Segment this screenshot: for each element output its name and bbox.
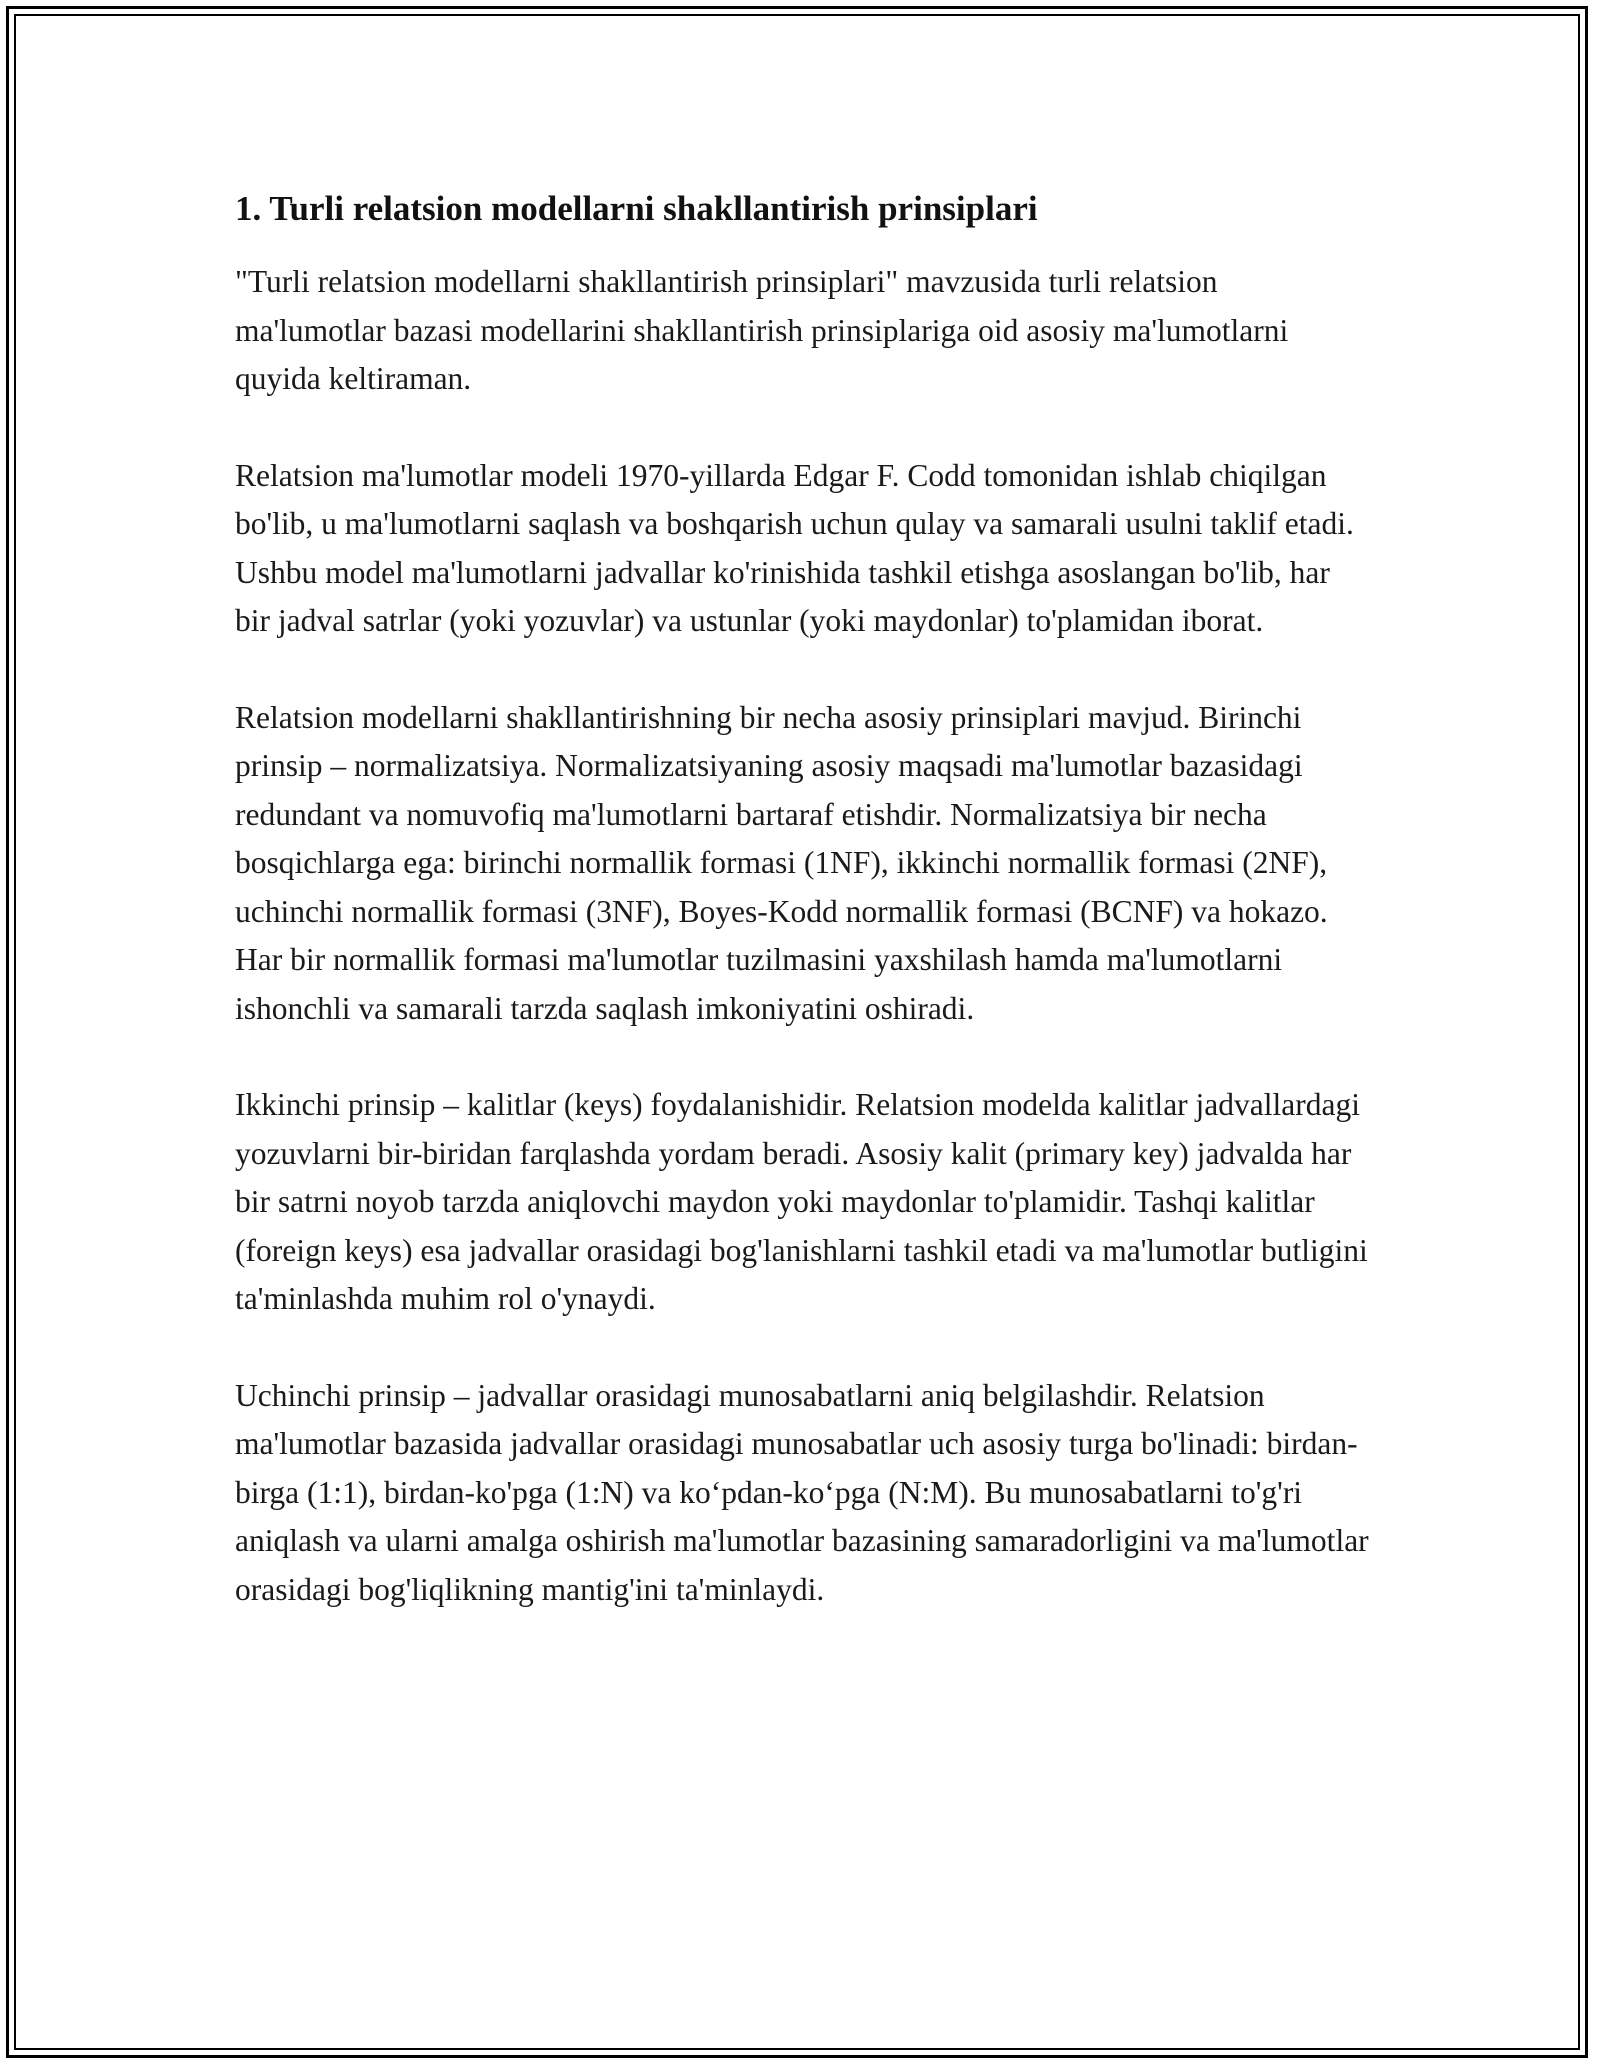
paragraph-principle-keys: Ikkinchi prinsip – kalitlar (keys) foydalanishidir. Relatsion modelda kalitlar jadvallardagi yozuvlarni bir-biridan farqlashda yordam beradi. Asosiy kalit (primary key) jadvalda har bir satrni noyob tarzda aniqlovchi maydon yoki maydonlar to'plamidir. Tashqi kalitlar (foreign keys) esa jadvallar orasidagi bog'lanishlarni tashkil etadi va ma'lumotlar butligini ta'minlashda muhim rol o'ynaydi.: [235, 1087, 1368, 1316]
paragraph-principle-relationships: Uchinchi prinsip – jadvallar orasidagi munosabatlarni aniq belgilashdir. Relatsion ma'lumotlar bazasida jadvallar orasidagi munosabatlar uch asosiy turga bo'linadi: birdan-birga (1:1), birdan-ko'pga (1:N) va ko‘pdan-ko‘pga (N:M). Bu munosabatlarni to'g'ri aniqlash va ularni amalga oshirish ma'lumotlar bazasining samaradorligini va ma'lumotlar orasidagi bog'liqlikning mantig'ini ta'minlaydi.: [235, 1377, 1369, 1607]
paragraph-intro: "Turli relatsion modellarni shakllantirish prinsiplari" mavzusida turli relatsion ma'lumotlar bazasi modellarini shakllantirish prinsiplariga oid asosiy ma'lumotlarni quyida keltiraman.: [235, 264, 1289, 396]
paragraph-principle-normalization: Relatsion modellarni shakllantirishning bir necha asosiy prinsiplari mavjud. Birinchi prinsip – normalizatsiya. Normalizatsiyaning asosiy maqsadi ma'lumotlar bazasidagi redundant va nomuvofiq ma'lumotlarni bartaraf etishdir. Normalizatsiya bir necha bosqichlarga ega: birinchi normallik formasi (1NF), ikkinchi normallik formasi (2NF), uchinchi normallik formasi (3NF), Boyes-Kodd normallik formasi (BCNF) va hokazo. Har bir normallik formasi ma'lumotlar tuzilmasini yaxshilash hamda ma'lumotlarni ishonchli va samarali tarzda saqlash imkoniyatini oshiradi.: [235, 699, 1328, 1026]
paragraph-relational-model-history: Relatsion ma'lumotlar modeli 1970-yillarda Edgar F. Codd tomonidan ishlab chiqilgan bo'lib, u ma'lumotlarni saqlash va boshqarish uchun qulay va samarali usulni taklif etadi. Ushbu model ma'lumotlarni jadvallar ko'rinishida tashkil etishga asoslangan bo'lib, har bir jadval satrlar (yoki yozuvlar) va ustunlar (yoki maydonlar) to'plamidan iborat.: [235, 457, 1354, 638]
section-title: 1. Turli relatsion modellarni shakllantirish prinsiplari: [235, 189, 1038, 228]
document-body: [235, 186, 1370, 1662]
